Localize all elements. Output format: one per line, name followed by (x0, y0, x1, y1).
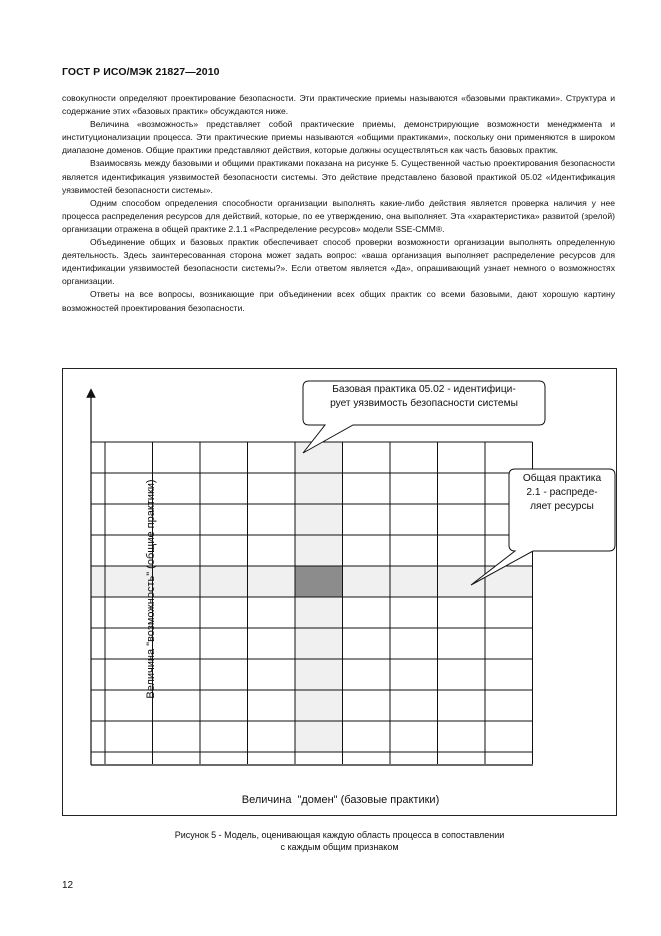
paragraph: совокупности определяют проектирование безопасности. Эти практические приемы называются «базовыми практиками». Структура и содержание этих «базовых практик» обсуждаются ниже. (62, 93, 615, 117)
callout-base-line1: Базовая практика 05.02 - идентифици- (332, 384, 516, 395)
paragraph: Объединение общих и базовых практик обеспечивает способ проверки возможности организации выполнять определенную деятельность. Здесь заинтересованная сторона может задать вопрос: «ваша организация выполняет распределение ресурсов для идентификации уязвимостей безопасности системы?». Если ответом является «Да», опрашивающий узнает немного о возможностях организации. (62, 237, 615, 287)
callout-base-practice (303, 383, 545, 411)
page-number: 12 (62, 880, 74, 891)
body-text (62, 92, 615, 315)
x-axis-label-part1: Величина (241, 794, 292, 806)
figure-caption (62, 829, 617, 853)
callout-generic-line3: ляет ресурсы (530, 501, 594, 512)
paragraph: Одним способом определения способности организации выполнять какие-либо действия является проверка наличия у нее процесса распределения ресурсов для действий, которые, по ее утверждению, она выполняет. Эта «характеристика» развитой (зрелой) организации отражена в общей практике 2.1.1 «Распределение ресурсов» модели SSE-CMM®. (62, 197, 615, 234)
paragraph: Величина «возможность» представляет собой практические приемы, демонстрирующие возможности менеджмента и институционализации процесса. Эти практические приемы называются «общими практиками», поскольку они применяются в широком диапазоне доменов. Общие практики представляют действия, которые должны осуществляться как часть базовых практик. (62, 119, 615, 156)
x-axis-label (63, 794, 618, 806)
intersection-cell (295, 566, 343, 597)
caption-line2: с каждым общим признаком (280, 842, 399, 852)
paragraph: Взаимосвязь между базовыми и общими практиками показана на рисунке 5. Существенной частью проектирования безопасности является идентификация уязвимостей безопасности системы. Это действие представлено базовой практикой 05.02 «Идентификация уязвимостей безопасности системы». (62, 158, 615, 195)
figure-5 (62, 368, 617, 816)
callout-generic-practice (509, 472, 615, 514)
x-axis-label-part2: "домен" (базовые практики) (297, 794, 440, 806)
page-header: ГОСТ Р ИСО/МЭК 21827—2010 (62, 66, 220, 78)
callout-generic-line1: Общая практика (522, 473, 602, 484)
y-axis-label: Величина "возможность" (общие практики) (145, 479, 157, 699)
paragraph: Ответы на все вопросы, возникающие при объединении всех общих практик со всеми базовыми, дают хорошую картину возможностей проектирования безопасности. (62, 289, 615, 313)
callout-base-line2: рует уязвимость безопасности системы (330, 398, 518, 409)
caption-line1: Рисунок 5 - Модель, оценивающая каждую область процесса в сопоставлении (174, 830, 505, 840)
callout-generic-line2: 2.1 - распреде- (526, 487, 598, 498)
